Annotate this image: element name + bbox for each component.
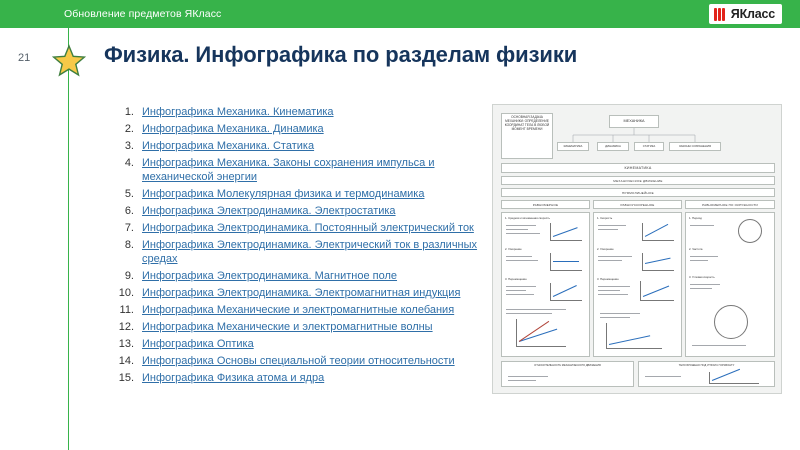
list-item[interactable]: [112, 187, 482, 201]
list-item-number: 6.: [124, 205, 134, 217]
list-item[interactable]: [112, 354, 482, 368]
list-item[interactable]: [112, 286, 482, 300]
infographic-column-circular: [685, 212, 775, 357]
list-item-number: 7.: [124, 222, 134, 234]
left-vertical-divider: [68, 28, 69, 450]
top-header-bar: [0, 0, 800, 28]
section-label: 3. Перемещение: [505, 277, 527, 281]
infographic-col-head-accelerated: РАВНОУСКОРЕННОЕ: [593, 200, 682, 209]
page-title: Физика. Инфографика по разделам физики: [104, 42, 578, 67]
infographic-bottom-box-relativity: [501, 361, 634, 387]
list-item-number: 11.: [119, 304, 134, 316]
infographic-band-mech-movement: МЕХАНИЧЕСКОЕ ДВИЖЕНИЕ: [501, 176, 775, 185]
list-item-number: 12.: [118, 321, 134, 333]
list-item[interactable]: [112, 371, 482, 385]
infographic-col-head-uniform: РАВНОМЕРНОЕ: [501, 200, 590, 209]
infographic-preview[interactable]: [492, 104, 782, 394]
infographic-branch-zakony: ЗАКОНЫ СОХРАНЕНИЯ: [669, 142, 721, 151]
link-volny[interactable]: Инфографика Механические и электромагнитные волны: [142, 321, 433, 333]
link-teoriya-otnositelnosti[interactable]: Инфографика Основы специальной теории относительности: [142, 355, 455, 367]
link-zakony-sohraneniya[interactable]: Инфографика Механика. Законы сохранения импульса и механической энергии: [142, 157, 435, 183]
list-item[interactable]: [112, 139, 482, 153]
link-tok-v-sredah[interactable]: Инфографика Электродинамика. Электрический ток в различных средах: [142, 239, 478, 265]
sidebar-link-kinematika[interactable]: Инфографика Механика. Кинематика: [142, 106, 334, 118]
link-fizika-atoma[interactable]: Инфографика Физика атома и ядра: [142, 372, 325, 384]
list-item[interactable]: [112, 320, 482, 334]
list-item[interactable]: [112, 221, 482, 235]
infographic-task-box: ОСНОВНАЯ ЗАДАЧА МЕХАНИКИ: ОПРЕДЕЛЕНИЕ КООРДИНАТ ТЕЛА В ЛЮБОЙ МОМЕНТ ВРЕМЕНИ: [501, 113, 553, 159]
list-item[interactable]: [112, 122, 482, 136]
list-item-number: 13.: [118, 338, 134, 350]
link-elektrostatika[interactable]: Инфографика Электродинамика. Электростатика: [142, 205, 396, 217]
section-label: 1. Средняя и мгновенная скорость: [505, 216, 550, 220]
link-elektromagnitnaya-indukciya[interactable]: Инфографика Электродинамика. Электромагнитная индукция: [142, 287, 461, 299]
section-label: 1. Скорость: [597, 216, 613, 220]
infographic-col-head-circular: РАВНОМЕРНОЕ ПО ОКРУЖНОСТИ: [685, 200, 775, 209]
bottom-box-label: ТЕЛО БРОШЕНО ПОД УГЛОМ К ГОРИЗОНТУ: [678, 364, 735, 367]
infographic-branch-dinamika: ДИНАМИКА: [597, 142, 629, 151]
section-label: 1. Период: [689, 216, 702, 220]
section-label: 2. Ускорение: [597, 247, 614, 251]
list-item-number: 10.: [118, 287, 134, 299]
list-item-number: 4.: [124, 157, 134, 169]
infographic-column-uniform: [501, 212, 590, 357]
header-title: Обновление предметов ЯКласс: [64, 8, 222, 20]
link-molekulyarnaya-fizika[interactable]: Инфографика Молекулярная физика и термодинамика: [142, 188, 425, 200]
section-label: 2. Частота: [689, 247, 703, 251]
link-optika[interactable]: Инфографика Оптика: [142, 338, 254, 350]
star-icon: [52, 44, 86, 78]
section-label: 3. Угловая скорость: [689, 275, 715, 279]
list-item[interactable]: [112, 105, 482, 119]
list-item[interactable]: [112, 303, 482, 317]
link-postoyannyi-tok[interactable]: Инфографика Электродинамика. Постоянный электрический ток: [142, 222, 474, 234]
list-item-number: 9.: [124, 270, 134, 282]
bottom-box-label: ОТНОСИТЕЛЬНОСТЬ МЕХАНИЧЕСКОГО ДВИЖЕНИЯ: [534, 364, 601, 367]
infographic-band-straight: ПРЯМОЛИНЕЙНОЕ: [501, 188, 775, 197]
list-item-number: 1.: [124, 106, 134, 118]
infographic-column-accelerated: [593, 212, 682, 357]
section-label: 2. Ускорение: [505, 247, 522, 251]
infographic-band-kinematika: КИНЕМАТИКА: [501, 163, 775, 173]
list-item-number: 15.: [118, 372, 134, 384]
infographic-root-node: МЕХАНИКА: [609, 115, 659, 128]
yaklass-logo[interactable]: [709, 4, 782, 24]
section-label: 3. Перемещение: [597, 277, 619, 281]
infographic-bottom-box-projectile: [638, 361, 775, 387]
link-magnitnoe-pole[interactable]: Инфографика Электродинамика. Магнитное поле: [142, 270, 398, 282]
list-item-number: 5.: [124, 188, 134, 200]
link-statika[interactable]: Инфографика Механика. Статика: [142, 140, 315, 152]
infographic-branch-statika: СТАТИКА: [634, 142, 664, 151]
infographic-branch-kinematika: КИНЕМАТИКА: [557, 142, 589, 151]
list-item-number: 3.: [124, 140, 134, 152]
infographic-links-list: [112, 105, 482, 388]
yaklass-bars-icon: [714, 8, 727, 21]
list-item[interactable]: [112, 156, 482, 184]
list-item[interactable]: [112, 204, 482, 218]
list-item-number: 14.: [118, 355, 134, 367]
list-item[interactable]: [112, 238, 482, 266]
link-kolebaniya[interactable]: Инфографика Механические и электромагнитные колебания: [142, 304, 455, 316]
logo-text: ЯКласс: [730, 7, 775, 21]
link-dinamika[interactable]: Инфографика Механика. Динамика: [142, 123, 324, 135]
list-item-number: 8.: [124, 239, 134, 251]
list-item-number: 2.: [124, 123, 134, 135]
list-item[interactable]: [112, 269, 482, 283]
list-item[interactable]: [112, 337, 482, 351]
slide-number: 21: [18, 52, 31, 64]
